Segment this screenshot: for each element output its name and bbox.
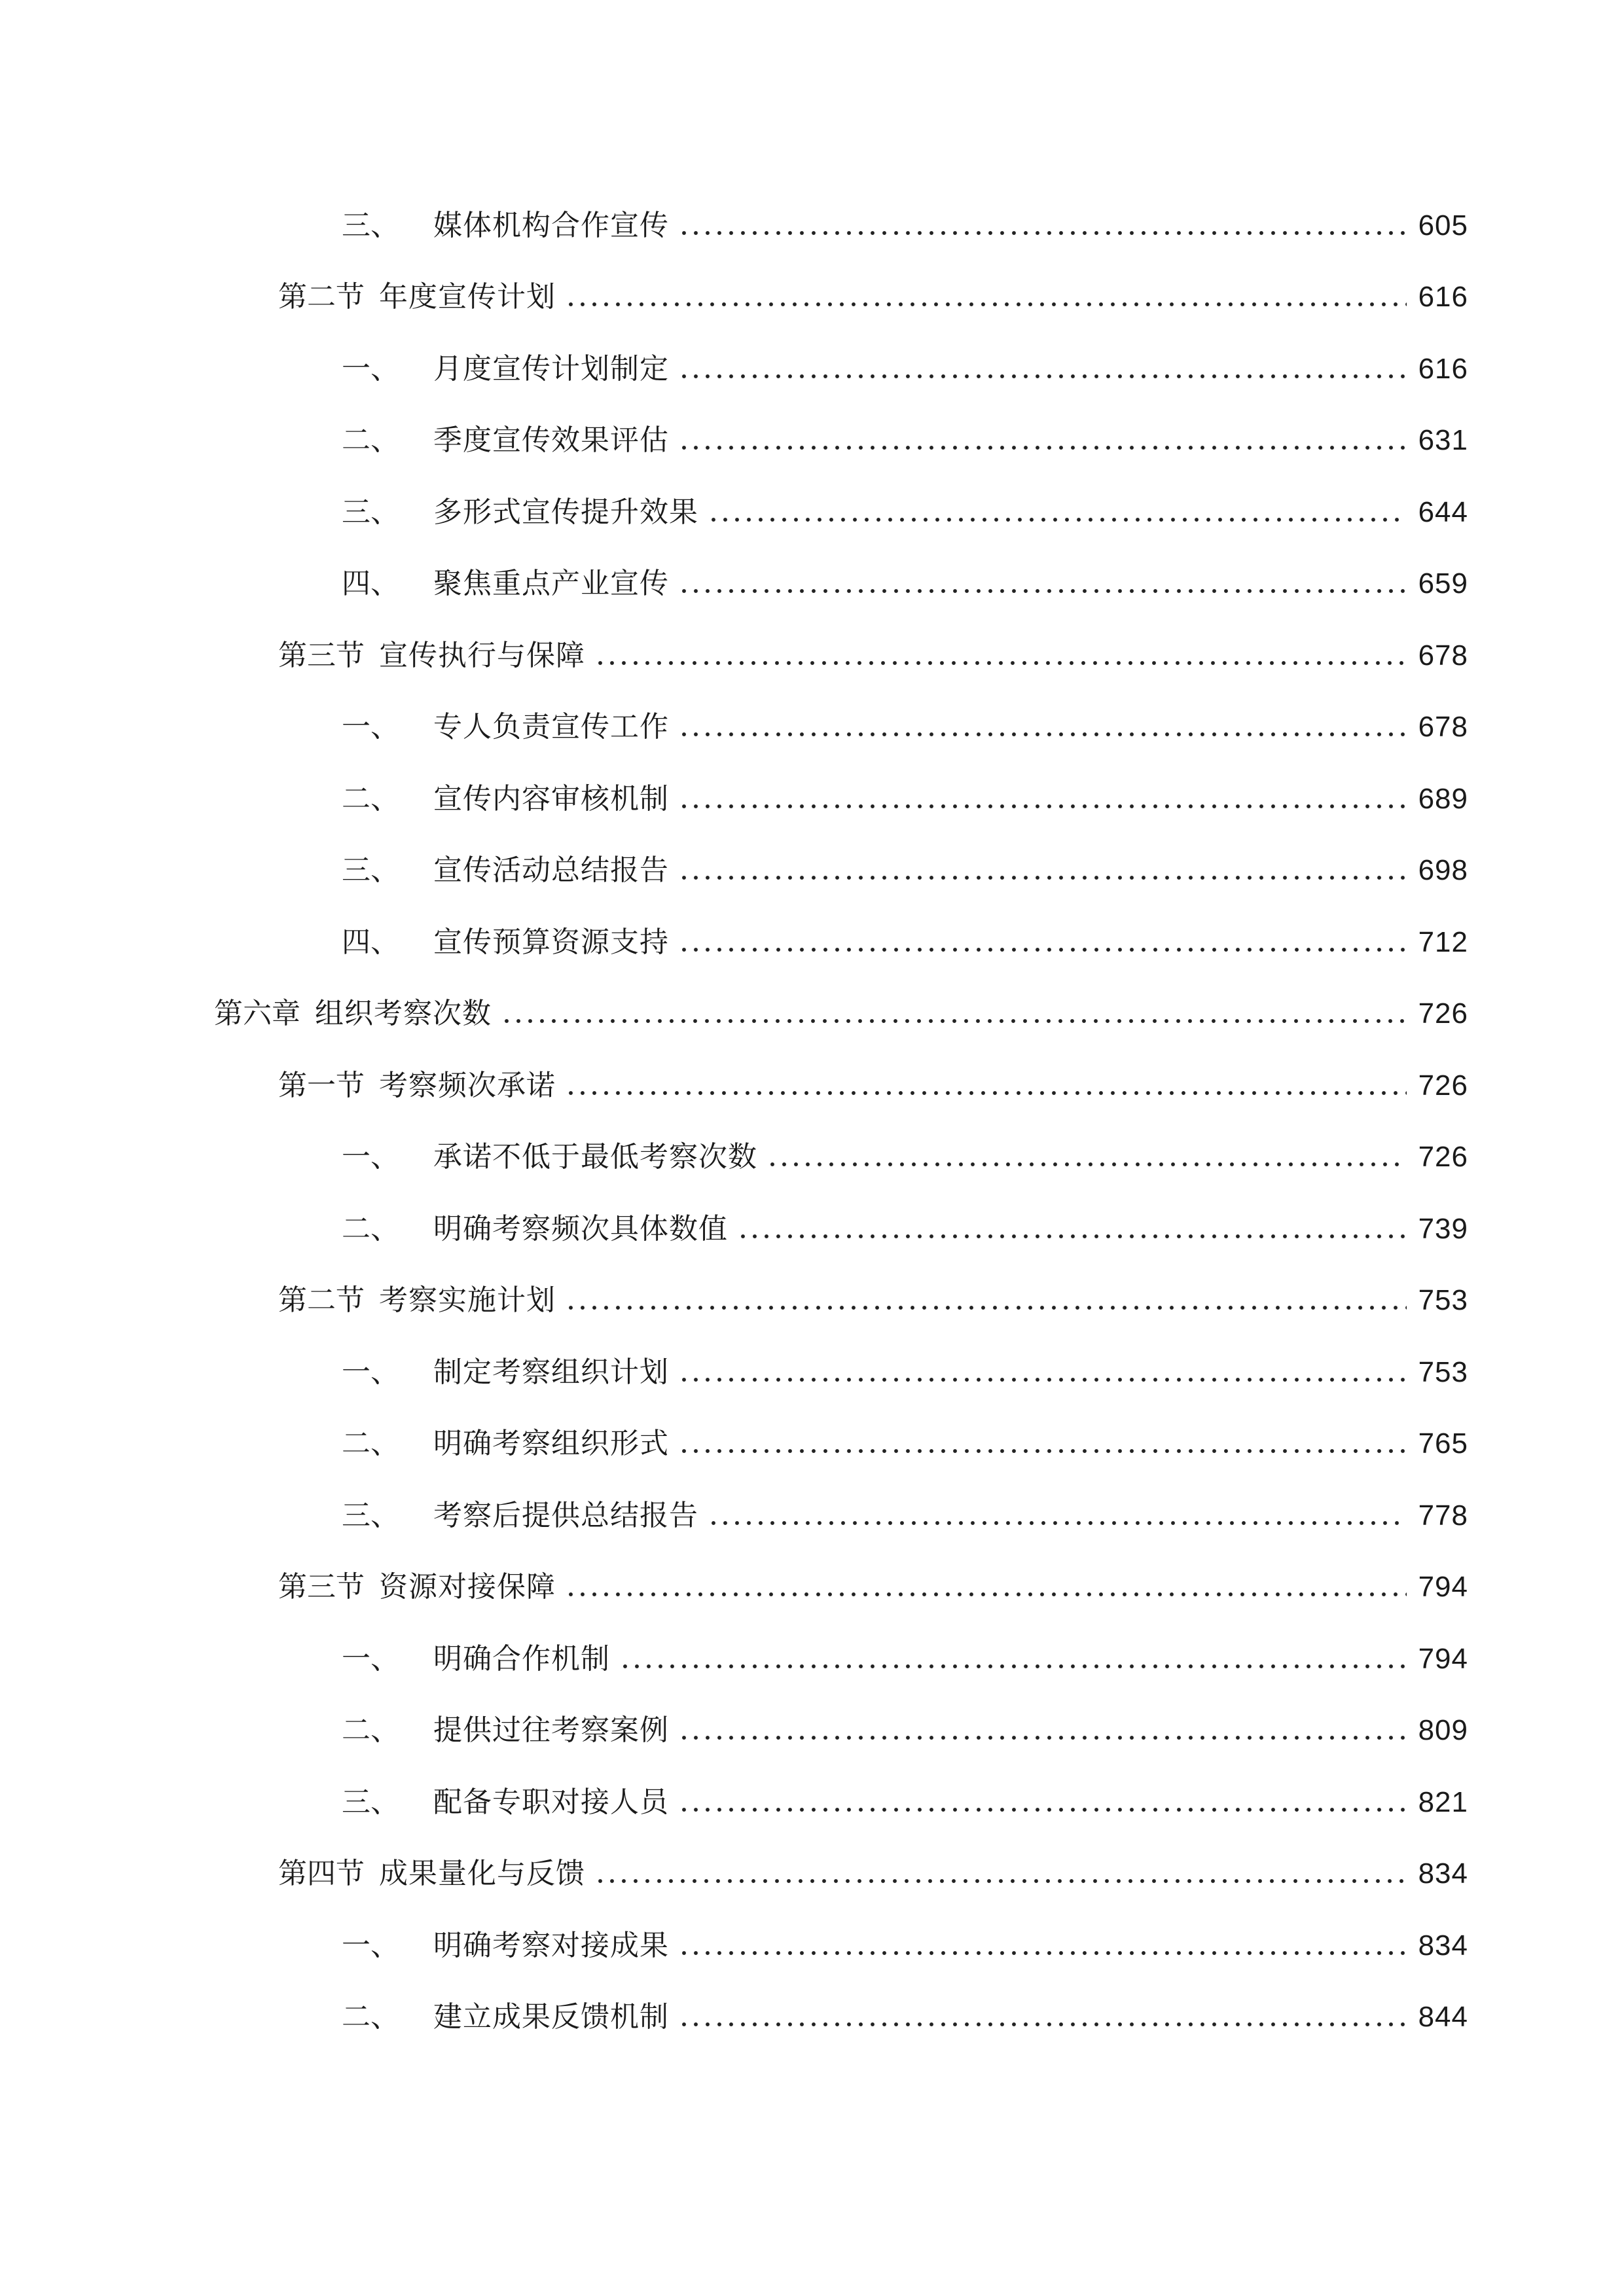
toc-entry-title: 宣传预算资源支持 <box>433 925 669 959</box>
toc-entry-number: 一、 <box>342 351 399 386</box>
dot-leader <box>708 1520 1407 1526</box>
toc-entry-page-number: 753 <box>1418 1284 1468 1317</box>
dot-leader <box>678 947 1407 952</box>
toc-entry[interactable] <box>0 1623 1624 1695</box>
toc-entry-page-number: 659 <box>1418 567 1468 600</box>
toc-entry[interactable] <box>0 1265 1624 1337</box>
toc-entry-title: 配备专职对接人员 <box>433 1785 669 1819</box>
toc-entry[interactable] <box>0 692 1624 764</box>
dot-leader <box>737 1234 1407 1239</box>
dot-leader <box>678 374 1407 379</box>
dot-leader <box>678 1735 1407 1740</box>
toc-entry-number: 第一节 <box>278 1068 365 1102</box>
toc-entry-title: 宣传活动总结报告 <box>433 853 669 888</box>
toc-entry-title: 组织考察次数 <box>315 997 492 1031</box>
toc-entry-title: 资源对接保障 <box>379 1570 556 1604</box>
dot-leader <box>708 517 1407 522</box>
table-of-contents <box>0 190 1624 2053</box>
dot-leader <box>565 1090 1407 1096</box>
toc-entry-page-number: 821 <box>1418 1785 1468 1818</box>
toc-entry-number: 二、 <box>342 781 399 816</box>
toc-entry-number: 三、 <box>342 208 399 242</box>
toc-entry[interactable] <box>0 906 1624 978</box>
toc-entry-title: 考察频次承诺 <box>379 1068 556 1102</box>
dot-leader <box>565 1592 1407 1597</box>
toc-entry-title: 制定考察组织计划 <box>433 1355 669 1389</box>
toc-entry-number: 二、 <box>342 2000 399 2034</box>
toc-entry-number: 一、 <box>342 1140 399 1174</box>
toc-entry[interactable] <box>0 1695 1624 1767</box>
toc-entry-number: 二、 <box>342 1211 399 1246</box>
toc-entry-title: 季度宣传效果评估 <box>433 423 669 457</box>
toc-entry[interactable] <box>0 1982 1624 2054</box>
toc-entry-page-number: 726 <box>1418 997 1468 1030</box>
toc-entry-number: 第二节 <box>278 1283 365 1318</box>
toc-entry[interactable] <box>0 262 1624 334</box>
toc-entry-title: 考察实施计划 <box>379 1283 556 1318</box>
toc-entry[interactable] <box>0 1552 1624 1624</box>
toc-entry-number: 第三节 <box>278 1570 365 1604</box>
toc-entry-number: 第四节 <box>278 1857 365 1891</box>
toc-entry-title: 宣传执行与保障 <box>379 638 585 672</box>
dot-leader <box>678 804 1407 809</box>
toc-entry-page-number: 698 <box>1418 854 1468 887</box>
toc-entry[interactable] <box>0 620 1624 692</box>
toc-entry[interactable] <box>0 1193 1624 1265</box>
toc-entry[interactable] <box>0 1050 1624 1122</box>
toc-entry-page-number: 726 <box>1418 1069 1468 1102</box>
dot-leader <box>678 445 1407 450</box>
toc-entry-title: 考察后提供总结报告 <box>433 1498 698 1532</box>
toc-entry-title: 年度宣传计划 <box>379 280 556 314</box>
toc-entry[interactable] <box>0 190 1624 262</box>
toc-entry-number: 四、 <box>342 567 399 601</box>
toc-entry-page-number: 844 <box>1418 2001 1468 2034</box>
toc-entry-page-number: 809 <box>1418 1714 1468 1747</box>
toc-entry-number: 第三节 <box>278 638 365 672</box>
toc-entry-page-number: 616 <box>1418 281 1468 314</box>
toc-entry[interactable] <box>0 978 1624 1050</box>
toc-entry-title: 明确考察频次具体数值 <box>433 1211 728 1246</box>
toc-entry-page-number: 631 <box>1418 424 1468 457</box>
dot-leader <box>565 1305 1407 1310</box>
toc-entry[interactable] <box>0 1910 1624 1982</box>
toc-entry[interactable] <box>0 333 1624 405</box>
dot-leader <box>678 230 1407 236</box>
toc-entry-title: 明确考察对接成果 <box>433 1928 669 1962</box>
toc-entry-page-number: 834 <box>1418 1857 1468 1890</box>
toc-entry-page-number: 726 <box>1418 1141 1468 1174</box>
toc-entry-title: 建立成果反馈机制 <box>433 2000 669 2034</box>
toc-entry-number: 一、 <box>342 1355 399 1389</box>
toc-entry-page-number: 678 <box>1418 711 1468 744</box>
toc-entry-number: 一、 <box>342 1641 399 1676</box>
toc-entry-number: 二、 <box>342 1713 399 1748</box>
dot-leader <box>678 875 1407 880</box>
toc-entry-page-number: 689 <box>1418 782 1468 815</box>
toc-entry-title: 明确合作机制 <box>433 1641 610 1676</box>
toc-entry-title: 成果量化与反馈 <box>379 1857 585 1891</box>
dot-leader <box>678 2022 1407 2027</box>
toc-entry-page-number: 778 <box>1418 1499 1468 1532</box>
toc-entry[interactable] <box>0 476 1624 548</box>
toc-entry[interactable] <box>0 1122 1624 1194</box>
toc-entry[interactable] <box>0 835 1624 907</box>
toc-entry-number: 第六章 <box>214 997 300 1031</box>
toc-entry-title: 承诺不低于最低考察次数 <box>433 1140 757 1174</box>
toc-entry-page-number: 605 <box>1418 209 1468 242</box>
toc-entry-page-number: 739 <box>1418 1212 1468 1245</box>
toc-entry[interactable] <box>0 1767 1624 1839</box>
toc-entry-title: 提供过往考察案例 <box>433 1713 669 1748</box>
toc-entry-number: 四、 <box>342 925 399 959</box>
toc-entry-page-number: 794 <box>1418 1642 1468 1675</box>
toc-entry[interactable] <box>0 1408 1624 1480</box>
dot-leader <box>767 1162 1407 1167</box>
toc-entry-page-number: 794 <box>1418 1571 1468 1604</box>
toc-entry-title: 明确考察组织形式 <box>433 1427 669 1461</box>
toc-entry[interactable] <box>0 763 1624 835</box>
toc-entry-page-number: 644 <box>1418 495 1468 528</box>
dot-leader <box>619 1664 1407 1669</box>
toc-entry-title: 媒体机构合作宣传 <box>433 208 669 242</box>
toc-entry-page-number: 765 <box>1418 1427 1468 1460</box>
toc-entry[interactable] <box>0 548 1624 620</box>
toc-entry-number: 第二节 <box>278 280 365 314</box>
dot-leader <box>594 1878 1407 1884</box>
toc-entry[interactable] <box>0 405 1624 477</box>
toc-entry-number: 三、 <box>342 1785 399 1819</box>
dot-leader <box>678 1377 1407 1382</box>
toc-entry-page-number: 712 <box>1418 925 1468 958</box>
toc-entry-page-number: 834 <box>1418 1929 1468 1962</box>
toc-entry-number: 二、 <box>342 1427 399 1461</box>
toc-entry-title: 聚焦重点产业宣传 <box>433 567 669 601</box>
toc-entry-number: 二、 <box>342 423 399 457</box>
toc-entry-title: 月度宣传计划制定 <box>433 351 669 386</box>
toc-entry[interactable] <box>0 1839 1624 1910</box>
toc-entry-number: 三、 <box>342 853 399 888</box>
toc-entry[interactable] <box>0 1480 1624 1552</box>
toc-entry-page-number: 616 <box>1418 352 1468 385</box>
toc-entry-title: 多形式宣传提升效果 <box>433 495 698 529</box>
dot-leader <box>501 1018 1407 1024</box>
toc-entry-number: 一、 <box>342 710 399 744</box>
dot-leader <box>678 588 1407 594</box>
dot-leader <box>678 1448 1407 1454</box>
toc-entry-number: 三、 <box>342 495 399 529</box>
toc-entry-number: 一、 <box>342 1928 399 1962</box>
dot-leader <box>594 660 1407 666</box>
dot-leader <box>678 1950 1407 1956</box>
dot-leader <box>678 732 1407 737</box>
toc-entry-page-number: 753 <box>1418 1355 1468 1388</box>
toc-entry-title: 宣传内容审核机制 <box>433 781 669 816</box>
toc-entry-number: 三、 <box>342 1498 399 1532</box>
toc-entry-title: 专人负责宣传工作 <box>433 710 669 744</box>
toc-entry-page-number: 678 <box>1418 639 1468 672</box>
dot-leader <box>678 1807 1407 1812</box>
dot-leader <box>565 302 1407 307</box>
toc-entry[interactable] <box>0 1336 1624 1408</box>
